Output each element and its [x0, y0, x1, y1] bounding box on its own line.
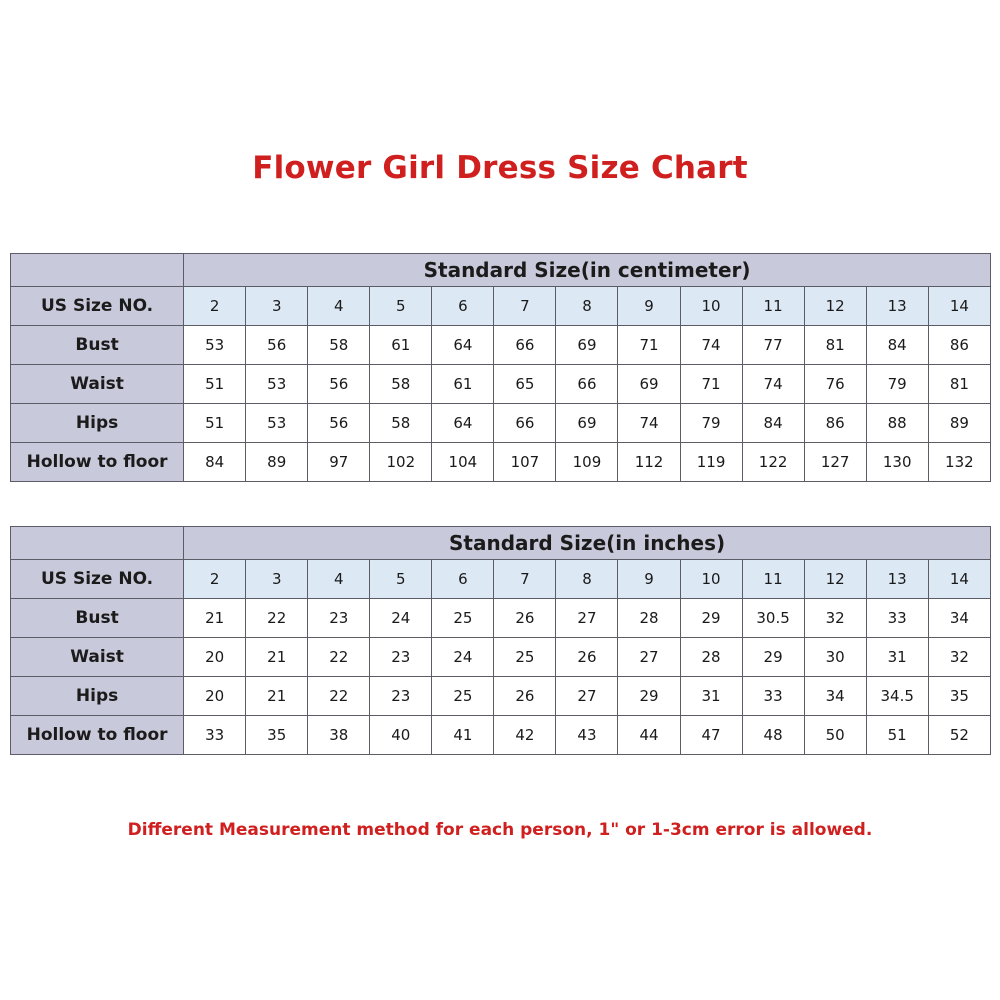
- measurement-cell: 31: [680, 677, 742, 716]
- measurement-cell: 21: [184, 599, 246, 638]
- measurement-cell: 109: [556, 443, 618, 482]
- size-number-cell: 9: [618, 560, 680, 599]
- measurement-cell: 130: [866, 443, 928, 482]
- size-number-cell: 11: [742, 287, 804, 326]
- table-row: [11, 599, 991, 638]
- measurement-cell: 69: [556, 326, 618, 365]
- measurement-cell: 44: [618, 716, 680, 755]
- row-label: Hips: [11, 677, 184, 716]
- measurement-cell: 22: [246, 599, 308, 638]
- measurement-cell: 34: [928, 599, 990, 638]
- measurement-cell: 79: [680, 404, 742, 443]
- measurement-cell: 43: [556, 716, 618, 755]
- size-number-cell: 13: [866, 560, 928, 599]
- measurement-cell: 81: [928, 365, 990, 404]
- measurement-cell: 51: [184, 404, 246, 443]
- measurement-cell: 35: [246, 716, 308, 755]
- measurement-cell: 34.5: [866, 677, 928, 716]
- measurement-cell: 64: [432, 404, 494, 443]
- size-table-centimeter: [10, 253, 991, 482]
- table-caption: Standard Size(in centimeter): [184, 254, 991, 287]
- size-number-cell: 3: [246, 287, 308, 326]
- measurement-cell: 71: [680, 365, 742, 404]
- measurement-cell: 71: [618, 326, 680, 365]
- section-header-row: [11, 527, 991, 560]
- measurement-cell: 66: [494, 326, 556, 365]
- table-row: [11, 365, 991, 404]
- size-number-cell: 8: [556, 560, 618, 599]
- measurement-cell: 27: [556, 599, 618, 638]
- table-corner-cell: [11, 254, 184, 287]
- size-number-cell: 12: [804, 560, 866, 599]
- measurement-cell: 65: [494, 365, 556, 404]
- measurement-cell: 29: [742, 638, 804, 677]
- measurement-cell: 112: [618, 443, 680, 482]
- measurement-cell: 32: [804, 599, 866, 638]
- measurement-cell: 21: [246, 677, 308, 716]
- measurement-cell: 38: [308, 716, 370, 755]
- measurement-cell: 69: [556, 404, 618, 443]
- measurement-cell: 58: [370, 365, 432, 404]
- measurement-cell: 25: [494, 638, 556, 677]
- measurement-cell: 22: [308, 638, 370, 677]
- measurement-cell: 86: [804, 404, 866, 443]
- size-number-cell: 4: [308, 560, 370, 599]
- row-label: US Size NO.: [11, 560, 184, 599]
- measurement-cell: 24: [370, 599, 432, 638]
- row-label: Hollow to floor: [11, 443, 184, 482]
- measurement-cell: 50: [804, 716, 866, 755]
- row-label: Hollow to floor: [11, 716, 184, 755]
- measurement-cell: 25: [432, 599, 494, 638]
- size-number-cell: 6: [432, 560, 494, 599]
- measurement-cell: 74: [742, 365, 804, 404]
- table-row: [11, 443, 991, 482]
- measurement-cell: 122: [742, 443, 804, 482]
- measurement-cell: 33: [742, 677, 804, 716]
- measurement-cell: 24: [432, 638, 494, 677]
- size-number-cell: 2: [184, 287, 246, 326]
- measurement-cell: 42: [494, 716, 556, 755]
- measurement-cell: 69: [618, 365, 680, 404]
- measurement-cell: 28: [618, 599, 680, 638]
- measurement-cell: 20: [184, 677, 246, 716]
- measurement-cell: 27: [556, 677, 618, 716]
- measurement-cell: 26: [556, 638, 618, 677]
- section-header-row: [11, 254, 991, 287]
- size-number-cell: 14: [928, 287, 990, 326]
- measurement-cell: 33: [184, 716, 246, 755]
- measurement-cell: 56: [246, 326, 308, 365]
- measurement-cell: 53: [184, 326, 246, 365]
- size-number-cell: 7: [494, 287, 556, 326]
- size-number-cell: 12: [804, 287, 866, 326]
- row-label: Waist: [11, 365, 184, 404]
- measurement-cell: 76: [804, 365, 866, 404]
- measurement-cell: 34: [804, 677, 866, 716]
- table-row: [11, 326, 991, 365]
- size-number-cell: 6: [432, 287, 494, 326]
- measurement-cell: 35: [928, 677, 990, 716]
- measurement-cell: 23: [308, 599, 370, 638]
- size-number-cell: 5: [370, 287, 432, 326]
- table-row: [11, 638, 991, 677]
- measurement-cell: 22: [308, 677, 370, 716]
- measurement-cell: 132: [928, 443, 990, 482]
- table-corner-cell: [11, 527, 184, 560]
- row-label: Waist: [11, 638, 184, 677]
- measurement-cell: 30: [804, 638, 866, 677]
- measurement-cell: 26: [494, 599, 556, 638]
- size-number-cell: 10: [680, 287, 742, 326]
- measurement-cell: 81: [804, 326, 866, 365]
- size-number-cell: 14: [928, 560, 990, 599]
- row-label: Bust: [11, 599, 184, 638]
- measurement-cell: 52: [928, 716, 990, 755]
- measurement-cell: 32: [928, 638, 990, 677]
- measurement-cell: 27: [618, 638, 680, 677]
- table-row: [11, 404, 991, 443]
- measurement-cell: 64: [432, 326, 494, 365]
- measurement-cell: 66: [556, 365, 618, 404]
- measurement-cell: 77: [742, 326, 804, 365]
- size-number-cell: 11: [742, 560, 804, 599]
- measurement-cell: 84: [742, 404, 804, 443]
- table-row: [11, 287, 991, 326]
- table-row: [11, 716, 991, 755]
- measurement-cell: 47: [680, 716, 742, 755]
- measurement-cell: 127: [804, 443, 866, 482]
- measurement-cell: 89: [928, 404, 990, 443]
- measurement-cell: 53: [246, 404, 308, 443]
- measurement-cell: 79: [866, 365, 928, 404]
- measurement-cell: 51: [184, 365, 246, 404]
- measurement-cell: 84: [184, 443, 246, 482]
- measurement-cell: 84: [866, 326, 928, 365]
- measurement-cell: 88: [866, 404, 928, 443]
- measurement-cell: 53: [246, 365, 308, 404]
- measurement-cell: 119: [680, 443, 742, 482]
- measurement-cell: 25: [432, 677, 494, 716]
- measurement-cell: 102: [370, 443, 432, 482]
- measurement-cell: 21: [246, 638, 308, 677]
- measurement-cell: 20: [184, 638, 246, 677]
- measurement-cell: 107: [494, 443, 556, 482]
- row-label: US Size NO.: [11, 287, 184, 326]
- size-number-cell: 10: [680, 560, 742, 599]
- measurement-cell: 30.5: [742, 599, 804, 638]
- size-table-inches: [10, 526, 991, 755]
- measurement-cell: 26: [494, 677, 556, 716]
- row-label: Bust: [11, 326, 184, 365]
- measurement-cell: 31: [866, 638, 928, 677]
- measurement-cell: 61: [370, 326, 432, 365]
- measurement-cell: 58: [308, 326, 370, 365]
- size-number-cell: 7: [494, 560, 556, 599]
- table-caption: Standard Size(in inches): [184, 527, 991, 560]
- measurement-cell: 41: [432, 716, 494, 755]
- table-row: [11, 560, 991, 599]
- measurement-footnote: Different Measurement method for each person, 1" or 1-3cm error is allowed.: [127, 820, 873, 840]
- measurement-cell: 61: [432, 365, 494, 404]
- measurement-cell: 74: [680, 326, 742, 365]
- measurement-cell: 66: [494, 404, 556, 443]
- measurement-cell: 97: [308, 443, 370, 482]
- page-title: Flower Girl Dress Size Chart: [252, 150, 748, 186]
- size-number-cell: 9: [618, 287, 680, 326]
- measurement-cell: 56: [308, 365, 370, 404]
- measurement-cell: 29: [680, 599, 742, 638]
- size-number-cell: 8: [556, 287, 618, 326]
- measurement-cell: 56: [308, 404, 370, 443]
- row-label: Hips: [11, 404, 184, 443]
- size-number-cell: 13: [866, 287, 928, 326]
- measurement-cell: 51: [866, 716, 928, 755]
- measurement-cell: 23: [370, 638, 432, 677]
- measurement-cell: 23: [370, 677, 432, 716]
- size-number-cell: 3: [246, 560, 308, 599]
- measurement-cell: 48: [742, 716, 804, 755]
- measurement-cell: 58: [370, 404, 432, 443]
- measurement-cell: 104: [432, 443, 494, 482]
- measurement-cell: 40: [370, 716, 432, 755]
- measurement-cell: 33: [866, 599, 928, 638]
- size-number-cell: 5: [370, 560, 432, 599]
- measurement-cell: 86: [928, 326, 990, 365]
- measurement-cell: 28: [680, 638, 742, 677]
- size-number-cell: 2: [184, 560, 246, 599]
- table-row: [11, 677, 991, 716]
- size-number-cell: 4: [308, 287, 370, 326]
- measurement-cell: 74: [618, 404, 680, 443]
- measurement-cell: 89: [246, 443, 308, 482]
- measurement-cell: 29: [618, 677, 680, 716]
